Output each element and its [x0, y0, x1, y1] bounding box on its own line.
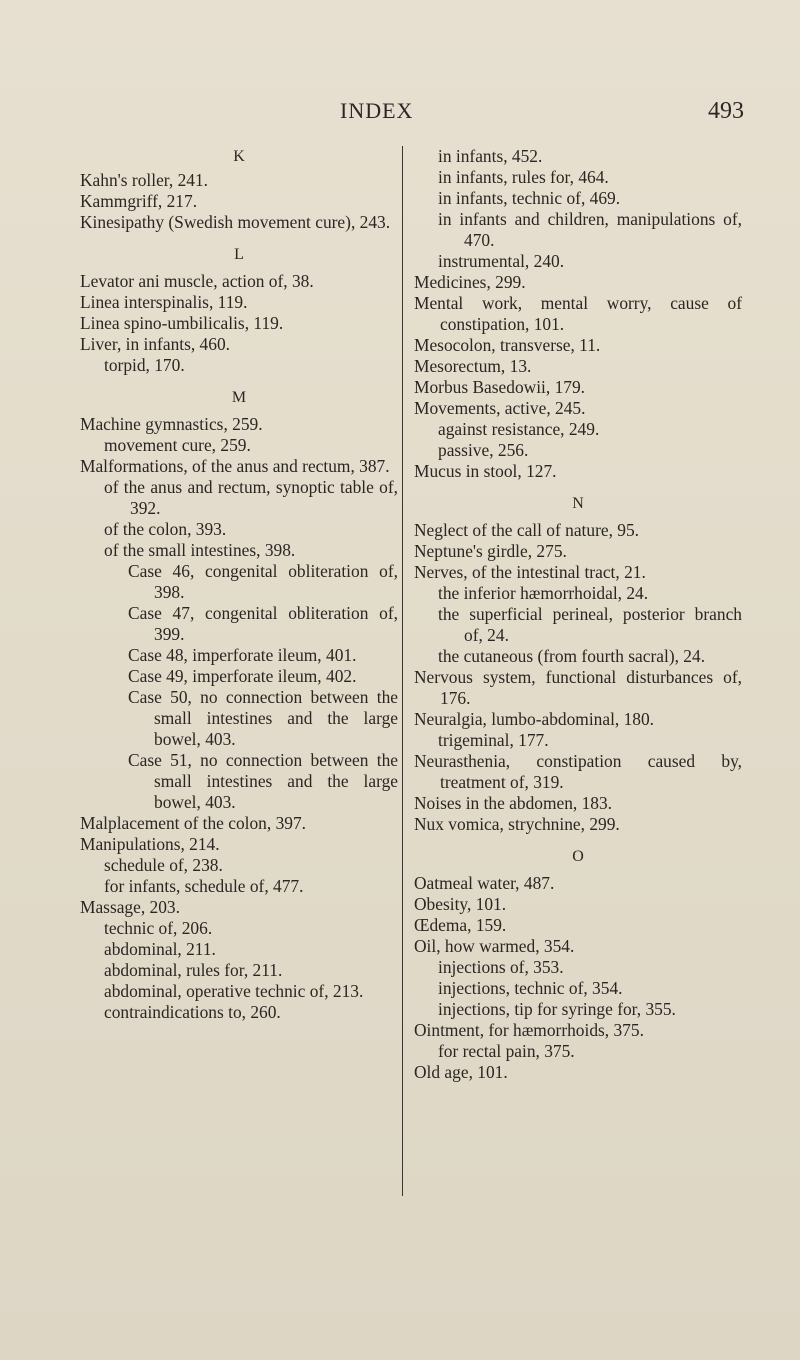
index-entry: Machine gymnastics, 259.: [80, 414, 263, 434]
index-entry: Ointment, for hæmorrhoids, 375.: [414, 1020, 644, 1040]
index-column-right: [414, 146, 742, 1083]
index-subentry: for infants, schedule of, 477.: [104, 876, 304, 896]
column-divider: [402, 146, 403, 1196]
index-entry: Œdema, 159.: [414, 915, 507, 935]
index-subentry: the inferior hæmorrhoidal, 24.: [438, 583, 649, 603]
index-entry: Nux vomica, strychnine, 299.: [414, 814, 620, 834]
index-entry: Linea interspinalis, 119.: [80, 292, 248, 312]
index-subentry: abdominal, rules for, 211.: [104, 960, 283, 980]
index-entry: Old age, 101.: [414, 1062, 508, 1082]
index-entry: Medicines, 299.: [414, 272, 526, 292]
index-entry: Morbus Basedowii, 179.: [414, 377, 586, 397]
index-entry: Mucus in stool, 127.: [414, 461, 557, 481]
section-letter: L: [234, 246, 244, 263]
index-entry: Nervous system, functional disturbances of, 176.: [414, 667, 742, 708]
section-letter: N: [572, 495, 584, 512]
index-subentry: in infants and children, manipulations of, 470.: [438, 209, 742, 250]
index-entry: Manipulations, 214.: [80, 834, 220, 854]
section-letter: O: [572, 848, 584, 865]
index-entry: Neptune's girdle, 275.: [414, 541, 567, 561]
index-subentry: against resistance, 249.: [438, 419, 600, 439]
page-number: 493: [708, 98, 744, 124]
index-entry: Mesorectum, 13.: [414, 356, 532, 376]
index-subentry: in infants, 452.: [438, 146, 543, 166]
index-entry: Mesocolon, transverse, 11.: [414, 335, 601, 355]
index-subentry: passive, 256.: [438, 440, 529, 460]
index-entry: Neuralgia, lumbo-abdominal, 180.: [414, 709, 655, 729]
running-head: [0, 98, 800, 138]
index-entry: Linea spino-umbilicalis, 119.: [80, 313, 284, 333]
section-letter: K: [233, 148, 245, 165]
index-entry: Nerves, of the intestinal tract, 21.: [414, 562, 646, 582]
index-subentry: instrumental, 240.: [438, 251, 565, 271]
index-subentry: of the anus and rectum, synoptic table of, 392.: [104, 477, 398, 518]
index-subentry: trigeminal, 177.: [438, 730, 549, 750]
index-entry: Kammgriff, 217.: [80, 191, 198, 211]
index-entry: Liver, in infants, 460.: [80, 334, 230, 354]
index-entry: Neglect of the call of nature, 95.: [414, 520, 640, 540]
index-subentry: technic of, 206.: [104, 918, 213, 938]
section-letter: M: [231, 389, 247, 406]
index-entry: Malformations, of the anus and rectum, 387.: [80, 456, 390, 476]
index-subentry: movement cure, 259.: [104, 435, 251, 455]
index-entry: Mental work, mental worry, cause of constipation, 101.: [414, 293, 742, 334]
index-entry: Kinesipathy (Swedish movement cure), 243.: [80, 212, 391, 232]
index-subentry: Case 48, imperforate ileum, 401.: [128, 645, 357, 665]
index-entry: Oatmeal water, 487.: [414, 873, 555, 893]
index-subentry: schedule of, 238.: [104, 855, 223, 875]
index-subentry: injections of, 353.: [438, 957, 564, 977]
index-subentry: injections, technic of, 354.: [438, 978, 623, 998]
index-entry: Kahn's roller, 241.: [80, 170, 209, 190]
index-subentry: torpid, 170.: [104, 355, 185, 375]
index-subentry: in infants, rules for, 464.: [438, 167, 609, 187]
index-subentry: abdominal, operative technic of, 213.: [104, 981, 364, 1001]
index-subentry: Case 47, congenital obliteration of, 399.: [128, 603, 398, 644]
index-entry: Noises in the abdomen, 183.: [414, 793, 613, 813]
index-entry: Oil, how warmed, 354.: [414, 936, 575, 956]
index-entry: Levator ani muscle, action of, 38.: [80, 271, 314, 291]
index-column-left: [80, 146, 398, 1023]
index-subentry: of the colon, 393.: [104, 519, 227, 539]
index-subentry: Case 51, no connection between the small intestines and the large bowel, 403.: [128, 750, 398, 812]
index-subentry: the superficial perineal, posterior branch of, 24.: [438, 604, 742, 645]
index-subentry: the cutaneous (from fourth sacral), 24.: [438, 646, 706, 666]
index-subentry: in infants, technic of, 469.: [438, 188, 621, 208]
index-subentry: Case 49, imperforate ileum, 402.: [128, 666, 357, 686]
index-subentry: for rectal pain, 375.: [438, 1041, 575, 1061]
index-entry: Massage, 203.: [80, 897, 180, 917]
index-subentry: contraindications to, 260.: [104, 1002, 281, 1022]
index-entry: Neurasthenia, constipation caused by, treatment of, 319.: [414, 751, 742, 792]
index-entry: Obesity, 101.: [414, 894, 507, 914]
index-entry: Malplacement of the colon, 397.: [80, 813, 307, 833]
index-subentry: injections, tip for syringe for, 355.: [438, 999, 676, 1019]
index-subentry: abdominal, 211.: [104, 939, 216, 959]
index-entry: Movements, active, 245.: [414, 398, 586, 418]
index-subentry: Case 50, no connection between the small intestines and the large bowel, 403.: [128, 687, 398, 749]
index-subentry: of the small intestines, 398.: [104, 540, 296, 560]
running-title: INDEX: [340, 98, 414, 123]
index-subentry: Case 46, congenital obliteration of, 398.: [128, 561, 398, 602]
